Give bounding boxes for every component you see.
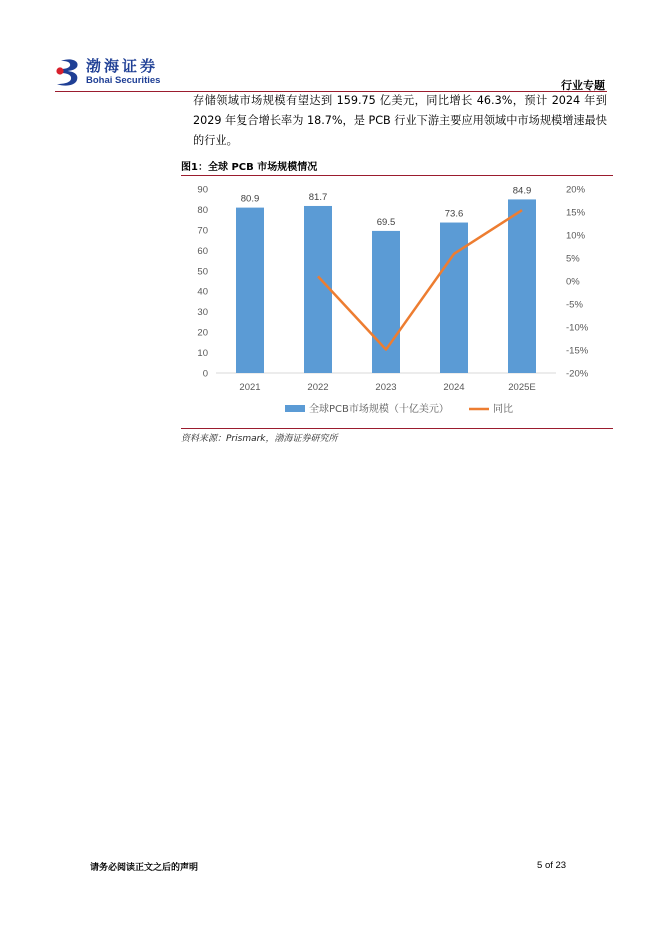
y-left-tick-label: 10 xyxy=(197,348,208,360)
page-number xyxy=(537,860,566,871)
y-right-tick-label: 20% xyxy=(566,184,586,196)
footer-disclaimer: 请务必阅读正文之后的声明 xyxy=(90,863,199,873)
bar-2023 xyxy=(372,231,400,373)
company-logo xyxy=(55,55,185,91)
y-right-tick-label: 5% xyxy=(566,253,580,265)
bar-2021 xyxy=(236,208,264,373)
logo-mark-icon xyxy=(55,57,83,87)
chart-svg xyxy=(181,177,613,427)
section-tag: 行业专题 xyxy=(561,79,605,92)
bar-data-label: 73.6 xyxy=(444,208,464,220)
y-right-tick-label: -15% xyxy=(566,345,589,357)
legend-swatch-bar xyxy=(285,405,305,412)
y-right-tick-label: 15% xyxy=(566,207,586,219)
pcb-market-chart xyxy=(181,177,613,427)
y-right-tick-label: -10% xyxy=(566,322,589,334)
y-left-tick-label: 0 xyxy=(202,368,208,380)
bar-data-label: 69.5 xyxy=(376,216,396,228)
bar-2025E xyxy=(508,199,536,373)
y-right-tick-label: 0% xyxy=(566,276,580,288)
y-left-tick-label: 60 xyxy=(197,245,208,257)
page-total: 23 xyxy=(555,860,567,871)
bar-data-label: 81.7 xyxy=(308,191,328,203)
line-series-yoy xyxy=(318,210,522,349)
y-left-tick-label: 80 xyxy=(197,204,208,216)
bar-2024 xyxy=(440,223,468,373)
y-left-tick-label: 30 xyxy=(197,307,208,319)
x-tick-label: 2024 xyxy=(443,382,465,393)
y-right-tick-label: -5% xyxy=(566,299,583,311)
figure-top-rule xyxy=(181,175,613,176)
y-left-tick-label: 70 xyxy=(197,225,208,237)
y-left-tick-label: 90 xyxy=(197,184,208,196)
figure-source: 资料来源：Prismark，渤海证券研究所 xyxy=(181,434,338,444)
figure-title: 图1：全球 PCB 市场规模情况 xyxy=(181,162,318,173)
x-tick-label: 2025E xyxy=(508,382,536,393)
page-current: 5 xyxy=(537,860,543,871)
y-right-tick-label: 10% xyxy=(566,230,586,242)
legend-label-bar: 全球PCB市场规模（十亿美元） xyxy=(309,404,449,415)
page-of: of xyxy=(544,860,553,871)
figure-bottom-rule xyxy=(181,428,613,429)
bar-data-label: 84.9 xyxy=(512,185,532,197)
x-tick-label: 2021 xyxy=(239,382,261,393)
body-paragraph: 存储领域市场规模有望达到 159.75 亿美元，同比增长 46.3%，预计 2024 年到 2029 年复合增长率为 18.7%，是 PCB 行业下游主要应用领域中市场规模增速最快的行业。 xyxy=(193,94,607,147)
x-tick-label: 2022 xyxy=(307,382,329,393)
logo-chinese-name: 渤海证券 xyxy=(86,57,159,75)
logo-english-name: Bohai Securities xyxy=(86,75,161,86)
legend-label-line: 同比 xyxy=(493,404,513,415)
y-left-tick-label: 40 xyxy=(197,286,208,298)
bar-data-label: 80.9 xyxy=(240,193,260,205)
x-tick-label: 2023 xyxy=(375,382,397,393)
y-right-tick-label: -20% xyxy=(566,368,589,380)
bar-2022 xyxy=(304,206,332,373)
y-left-tick-label: 50 xyxy=(197,266,208,278)
y-left-tick-label: 20 xyxy=(197,327,208,339)
